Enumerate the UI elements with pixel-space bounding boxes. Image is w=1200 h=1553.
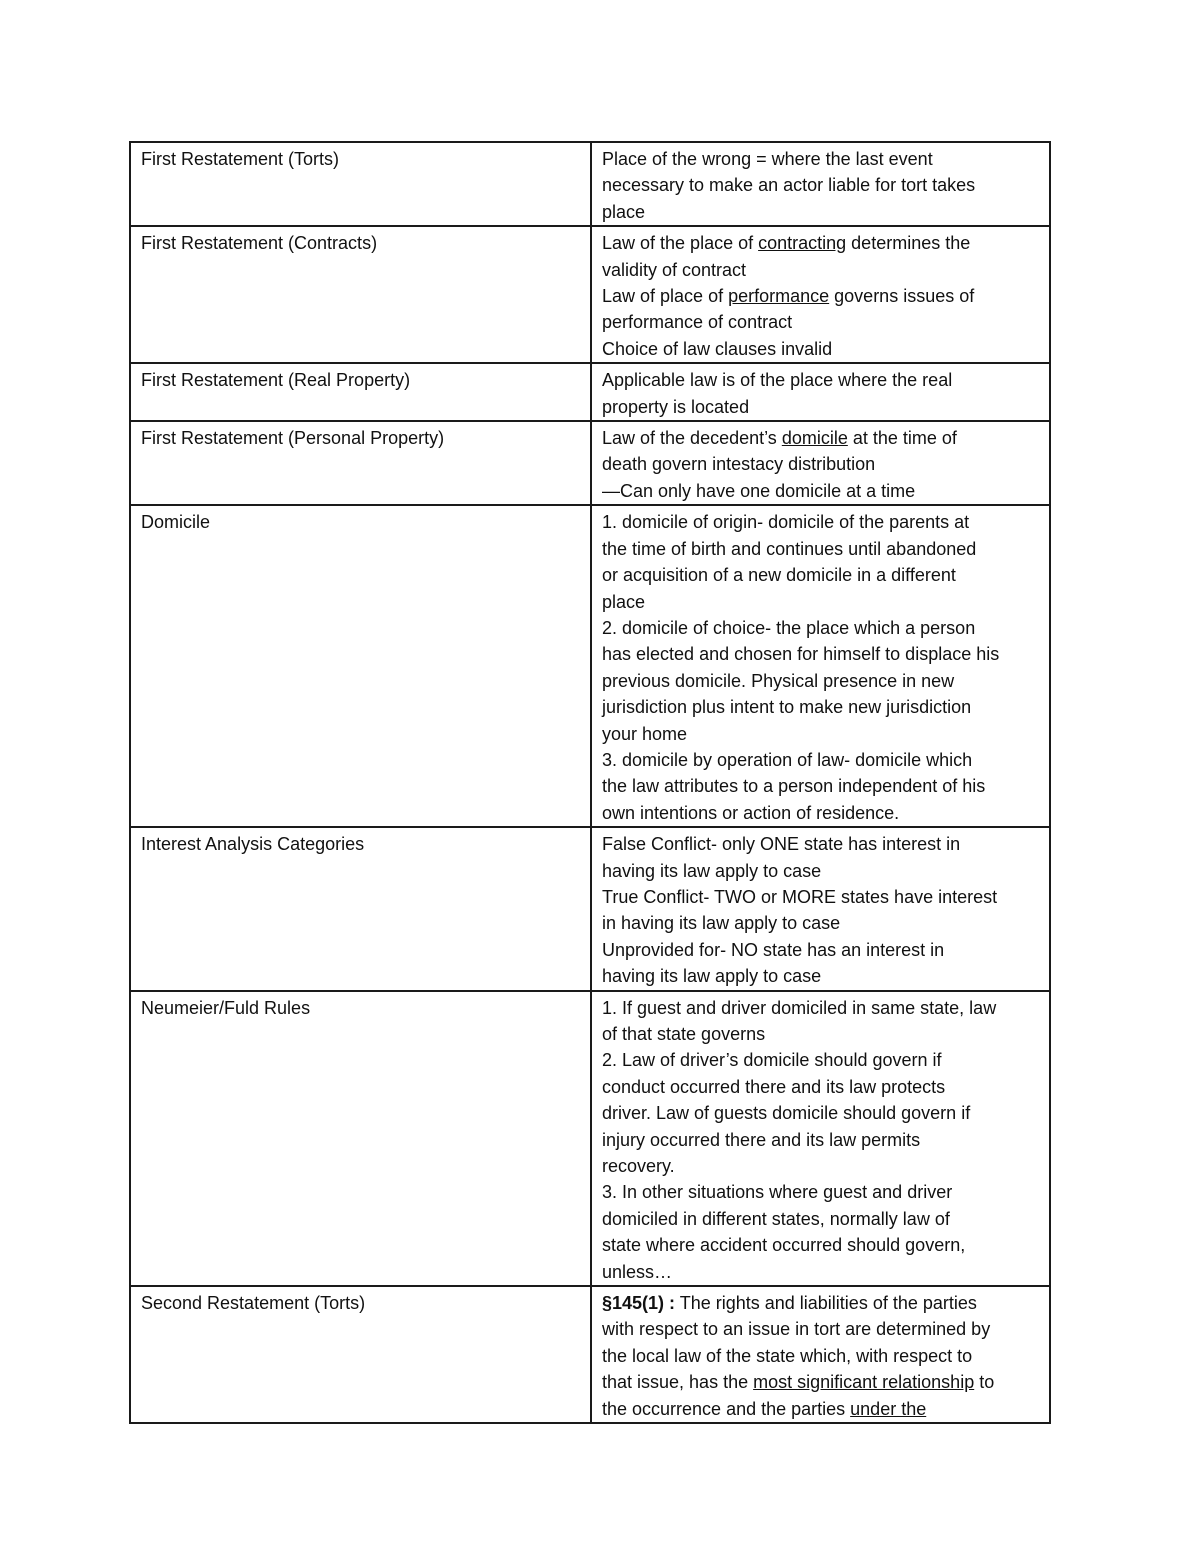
line-text: the occurrence and the parties <box>602 1398 851 1419</box>
definition-line: True Conflict- TWO or MORE states have interest <box>602 886 998 907</box>
term-text: First Restatement (Torts) <box>141 149 340 169</box>
underlined-term: most significant relationship <box>753 1372 975 1393</box>
definition-line: your home <box>602 723 688 744</box>
term-text: First Restatement (Real Property) <box>141 370 411 391</box>
definition-line: domiciled in different states, normally law of <box>602 1208 950 1229</box>
line-text: Law of the place of <box>602 233 759 254</box>
definition-line: place <box>602 201 646 222</box>
term-cell <box>130 363 591 421</box>
definition-line: —Can only have one domicile at a time <box>602 480 916 501</box>
term-text: Neumeier/Fuld Rules <box>141 997 311 1018</box>
table-row <box>130 226 1050 363</box>
definition-line: death govern intestacy distribution <box>602 454 876 475</box>
definition-line: injury occurred there and its law permits <box>602 1129 921 1150</box>
definition-line: previous domicile. Physical presence in new <box>602 670 955 691</box>
definition-line: Choice of law clauses invalid <box>602 338 833 359</box>
definition-line: with respect to an issue in tort are determined by <box>602 1319 991 1340</box>
underlined-term: contracting <box>758 233 847 254</box>
definition-line <box>602 283 1039 309</box>
definition-line: Applicable law is of the place where the real <box>602 370 953 391</box>
definition-line: 1. If guest and driver domiciled in same state, law <box>602 997 997 1018</box>
definition-line: of that state governs <box>602 1024 766 1044</box>
definition-line: 2. Law of driver’s domicile should govern if <box>602 1050 942 1071</box>
definition-line: False Conflict- only ONE state has interest in <box>602 834 961 855</box>
definition-line: recovery. <box>602 1156 675 1177</box>
definition-line: jurisdiction plus intent to make new jurisdiction <box>602 697 972 718</box>
definition-line: having its law apply to case <box>602 966 822 987</box>
definition-cell <box>591 142 1050 226</box>
definition-line: necessary to make an actor liable for tort takes <box>602 175 976 196</box>
term-cell <box>130 505 591 827</box>
definition-line: performance of contract <box>602 312 793 333</box>
definition-line: property is located <box>602 396 750 417</box>
definition-line: having its law apply to case <box>602 860 822 881</box>
definition-line: conduct occurred there and its law protects <box>602 1076 946 1097</box>
term-cell <box>130 827 591 990</box>
definition-line <box>602 1396 1039 1422</box>
term-cell <box>130 142 591 226</box>
definition-line: Unprovided for- NO state has an interest in <box>602 939 945 960</box>
definition-line <box>602 1369 1039 1395</box>
definition-line: in having its law apply to case <box>602 913 841 934</box>
definition-cell <box>591 505 1050 827</box>
line-text: Law of the decedent’s <box>602 428 782 449</box>
line-text: governs issues of <box>829 286 975 307</box>
term-text: Domicile <box>141 512 211 533</box>
definition-line <box>602 425 1039 451</box>
definition-cell <box>591 1286 1050 1423</box>
definition-line: or acquisition of a new domicile in a different <box>602 565 956 586</box>
term-text: First Restatement (Contracts) <box>141 233 378 254</box>
term-text: First Restatement (Personal Property) <box>141 428 445 449</box>
term-cell <box>130 991 591 1286</box>
definition-cell <box>591 226 1050 363</box>
term-cell <box>130 1286 591 1423</box>
definition-cell <box>591 421 1050 505</box>
table-row <box>130 142 1050 226</box>
term-text: Interest Analysis Categories <box>141 834 365 855</box>
line-text: Law of place of <box>602 286 729 307</box>
definition-line: 3. domicile by operation of law- domicile which <box>602 749 973 770</box>
definition-line: the local law of the state which, with respect to <box>602 1345 973 1366</box>
table-row <box>130 505 1050 827</box>
term-cell <box>130 226 591 363</box>
line-text: The rights and liabilities of the parties <box>675 1293 977 1314</box>
table-row <box>130 363 1050 421</box>
definition-line: 2. domicile of choice- the place which a person <box>602 617 976 638</box>
line-text: determines the <box>846 233 971 254</box>
definition-line <box>602 230 1039 256</box>
line-text: at the time of <box>847 428 957 449</box>
definition-line <box>602 1290 1039 1316</box>
definition-cell <box>591 991 1050 1286</box>
definition-line: driver. Law of guests domicile should govern if <box>602 1103 971 1124</box>
definition-line: the time of birth and continues until abandoned <box>602 538 977 559</box>
definition-line: has elected and chosen for himself to displace his <box>602 644 1000 665</box>
line-text: that issue, has the <box>602 1372 754 1393</box>
table-row <box>130 1286 1050 1423</box>
underlined-term: performance <box>728 286 830 307</box>
definition-line: validity of contract <box>602 259 747 280</box>
definition-line: Place of the wrong = where the last event <box>602 149 933 169</box>
definition-line: place <box>602 591 646 612</box>
table-row <box>130 421 1050 505</box>
definition-line: the law attributes to a person independent of his <box>602 776 986 797</box>
definition-cell <box>591 363 1050 421</box>
definition-line: unless… <box>602 1261 673 1282</box>
notes-table <box>129 141 1051 1424</box>
table-row <box>130 827 1050 990</box>
definition-cell <box>591 827 1050 990</box>
underlined-term: under the <box>850 1398 927 1419</box>
definition-line: state where accident occurred should govern, <box>602 1235 966 1256</box>
underlined-term: domicile <box>781 428 848 449</box>
definition-line: own intentions or action of residence. <box>602 802 900 823</box>
section-reference: §145(1) : <box>602 1293 676 1314</box>
term-cell <box>130 421 591 505</box>
line-text: to <box>974 1372 995 1393</box>
definition-line: 3. In other situations where guest and driver <box>602 1182 953 1203</box>
term-text: Second Restatement (Torts) <box>141 1293 366 1314</box>
definition-line: 1. domicile of origin- domicile of the parents at <box>602 512 970 533</box>
table-body <box>130 142 1050 1423</box>
table-row <box>130 991 1050 1286</box>
